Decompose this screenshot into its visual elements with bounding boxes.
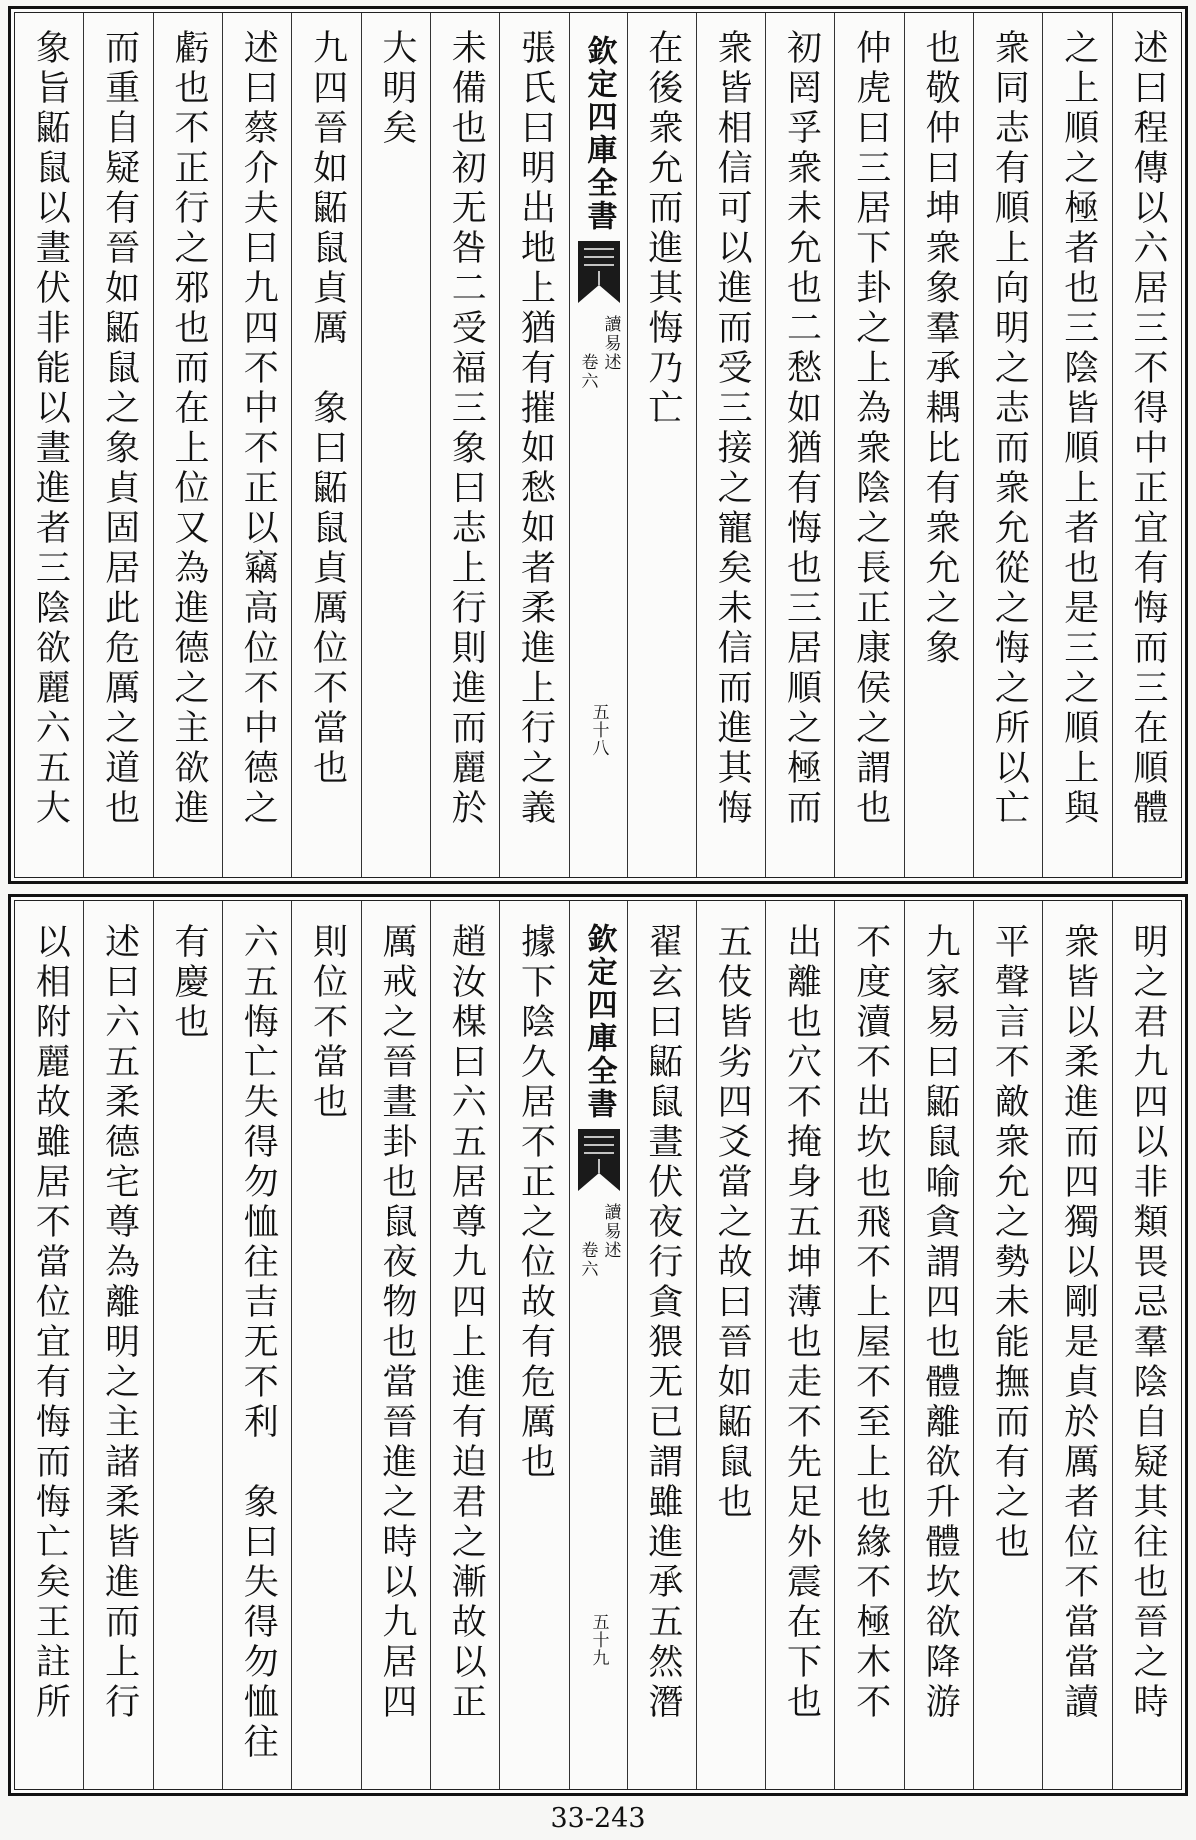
text-column: 大明矣	[361, 13, 430, 877]
text-column: 衆皆相信可以進而受三接之寵矣未信而進其悔	[696, 13, 765, 877]
text-column: 有慶也	[153, 901, 222, 1789]
text-column: 象旨鼫鼠以晝伏非能以晝進者三陰欲麗六五大	[30, 29, 71, 829]
spine-book-title: 讀易述	[600, 1203, 621, 1260]
text-column: 明之君九四以非類畏忌羣陰自疑其往也晉之時	[1112, 901, 1181, 1789]
text-column: 未備也初无咎二受福三象曰志上行則進而麗於	[430, 13, 499, 877]
fish-tail-mark	[576, 1129, 622, 1191]
text-column: 九四晉如鼫鼠貞厲 象曰鼫鼠貞厲位不當也	[291, 13, 360, 877]
spine-book-title: 讀易述	[600, 315, 621, 372]
page-frame-lower	[8, 894, 1188, 1796]
text-column: 之上順之極者也三陰皆順上者也是三之順上與	[1042, 13, 1111, 877]
text-column: 虧也不正行之邪也而在上位又為進德之主欲進	[153, 13, 222, 877]
page-frame-upper	[8, 6, 1188, 884]
page-spine	[569, 13, 627, 877]
text-column: 不度瀆不出坎也飛不上屋不至上也緣不極木不	[834, 901, 903, 1789]
text-column: 而重自疑有晉如鼫鼠之象貞固居此危厲之道也	[83, 13, 152, 877]
text-column: 翟玄曰鼫鼠晝伏夜行貪猥无已謂雖進承五然潛	[627, 901, 696, 1789]
text-column: 述曰程傳以六居三不得中正宜有悔而三在順體	[1112, 13, 1181, 877]
text-column: 九家易曰鼫鼠喻貪謂四也體離欲升體坎欲降游	[904, 901, 973, 1789]
text-column: 據下陰久居不正之位故有危厲也	[499, 901, 568, 1789]
text-column: 述曰蔡介夫曰九四不中不正以竊高位不中德之	[222, 13, 291, 877]
text-column: 以相附麗故雖居不當位宜有悔而悔亡矣王註所	[30, 923, 71, 1723]
text-column: 張氏曰明出地上猶有摧如愁如者柔進上行之義	[499, 13, 568, 877]
fish-tail-mark	[576, 241, 622, 303]
text-column: 五伎皆劣四爻當之故曰晉如鼫鼠也	[696, 901, 765, 1789]
spine-volume: 卷六	[577, 1241, 598, 1279]
text-column: 衆皆以柔進而四獨以剛是貞於厲者位不當當讀	[1042, 901, 1111, 1789]
text-column: 初罔孚衆未允也二愁如猶有悔也三居順之極而	[765, 13, 834, 877]
text-column: 述曰六五柔德宅尊為離明之主諸柔皆進而上行	[83, 901, 152, 1789]
text-column: 六五悔亡失得勿恤往吉无不利 象曰失得勿恤往	[222, 901, 291, 1789]
spine-title: 欽定四庫全書	[581, 923, 617, 1121]
text-column: 也敬仲曰坤衆象羣承耦比有衆允之象	[904, 13, 973, 877]
text-column: 趙汝楳曰六五居尊九四上進有迫君之漸故以正	[430, 901, 499, 1789]
text-column: 仲虎曰三居下卦之上為衆陰之長正康侯之謂也	[834, 13, 903, 877]
page-number: 33-243	[550, 1803, 646, 1834]
column-grid	[14, 12, 1182, 878]
text-column: 則位不當也	[291, 901, 360, 1789]
page-spine	[569, 901, 627, 1789]
spine-title: 欽定四庫全書	[581, 35, 617, 233]
text-column: 衆同志有順上向明之志而衆允從之悔之所以亡	[973, 13, 1042, 877]
spine-folio: 五十八	[588, 703, 609, 757]
text-column: 厲戒之晉晝卦也鼠夜物也當晉進之時以九居四	[361, 901, 430, 1789]
column-grid	[14, 900, 1182, 1790]
text-column: 在後衆允而進其悔乃亡	[627, 13, 696, 877]
text-column: 平聲言不敵衆允之勢未能撫而有之也	[973, 901, 1042, 1789]
spine-volume: 卷六	[577, 353, 598, 391]
text-column: 出離也穴不掩身五坤薄也走不先足外震在下也	[765, 901, 834, 1789]
spine-folio: 五十九	[588, 1613, 609, 1667]
